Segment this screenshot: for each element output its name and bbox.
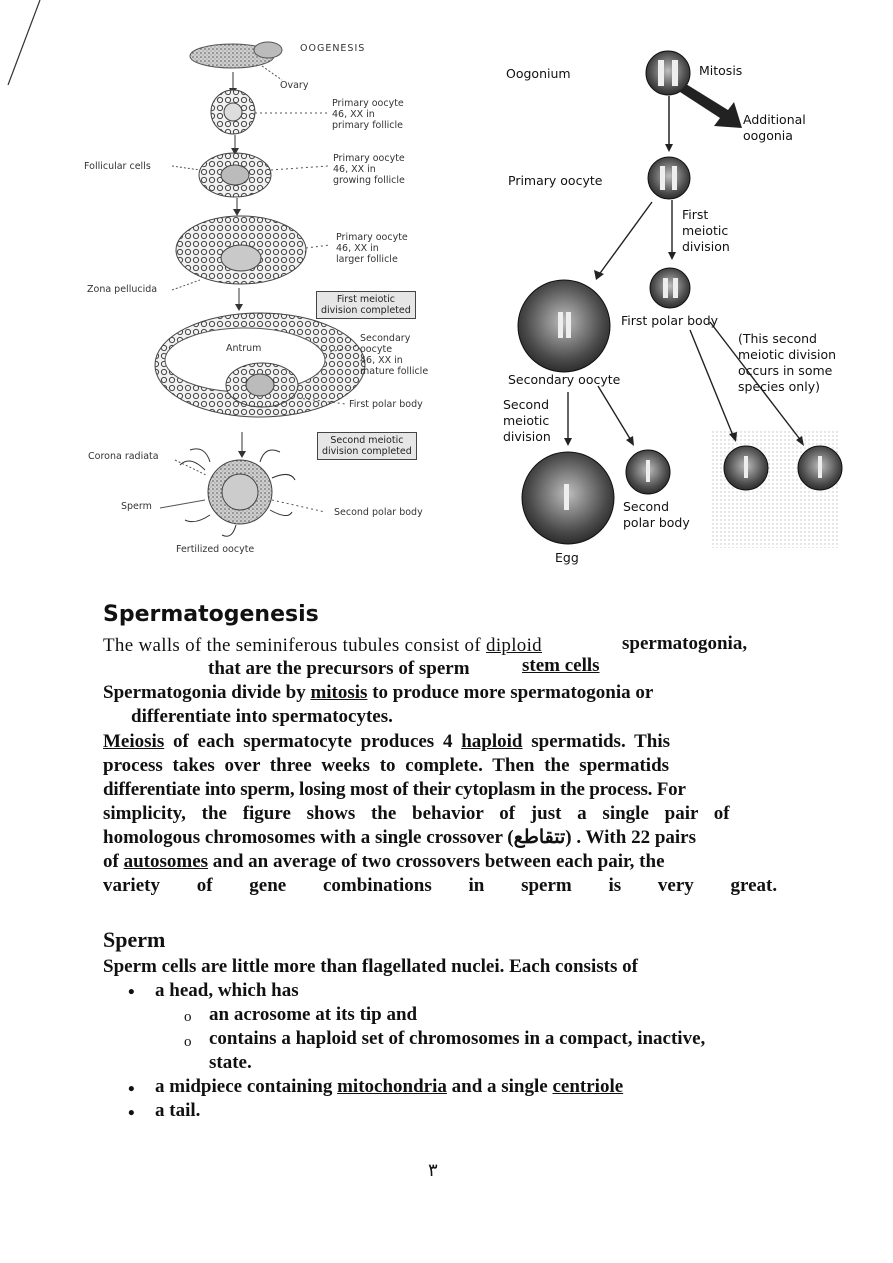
zona-pellucida-label: Zona pellucida: [87, 284, 158, 295]
first-meiotic-division-label: First meiotic division: [682, 207, 730, 254]
mitosis-label: Mitosis: [699, 63, 743, 78]
bullet-2: •: [128, 1079, 135, 1100]
sperm-diagram-label: Sperm: [121, 501, 152, 512]
sub-bullet-chromosomes-cont: state.: [209, 1052, 252, 1073]
text-line-8: simplicity, the figure shows the behavior of just a single pair of: [103, 803, 730, 824]
text-line-5: Meiosis of each spermatocyte produces 4 haploid spermatids. This: [103, 731, 671, 752]
second-division-note: (This second meiotic division occurs in some species only): [738, 331, 837, 394]
bullet-midpiece: a midpiece containing mitochondria and a single centriole: [155, 1076, 624, 1097]
sperm-heading: Sperm: [103, 927, 166, 952]
text-line-7: differentiate into sperm, losing most of their cytoplasm in the process. For: [103, 779, 686, 800]
oogonium-label: Oogonium: [506, 66, 571, 81]
text-line-1: The walls of the seminiferous tubules consist of diploid: [103, 635, 542, 656]
growing-follicle-label: Primary oocyte 46, XX in growing follicle: [333, 153, 405, 186]
egg-label: Egg: [555, 550, 579, 565]
meiosis-term: Meiosis: [103, 731, 165, 752]
text-line-1-end: spermatogonia,: [622, 633, 748, 654]
sub-bullet-acrosome: an acrosome at its tip and: [209, 1004, 418, 1025]
second-meiotic-box: Second meiotic division completed: [317, 432, 417, 460]
meiosis-diagram: [480, 30, 860, 570]
text-line-6: process takes over three weeks to complete. Then the spermatids: [103, 755, 670, 776]
text-line-4: differentiate into spermatocytes.: [131, 706, 393, 727]
ovary-label: Ovary: [280, 80, 309, 91]
spermatogenesis-heading: Spermatogenesis: [103, 602, 319, 627]
text-line-10: of autosomes and an average of two crossovers between each pair, the: [103, 851, 665, 872]
follicular-cells-label: Follicular cells: [84, 161, 151, 172]
sub-bullet-chromosomes: contains a haploid set of chromosomes in a compact, inactive,: [209, 1028, 706, 1049]
bullet-3: •: [128, 1103, 135, 1124]
diploid-term: diploid: [486, 635, 542, 656]
text-line-3: Spermatogonia divide by mitosis to produce more spermatogonia or: [103, 682, 654, 703]
bullet-head: a head, which has: [155, 980, 299, 1001]
page-number: ٣: [428, 1160, 438, 1180]
first-meiotic-box: First meiotic division completed: [316, 291, 416, 319]
first-polar-body-label: First polar body: [621, 313, 719, 328]
second-polar-body-label: Second polar body: [623, 499, 690, 530]
mitochondria-term: mitochondria: [337, 1076, 447, 1097]
second-meiotic-division-label: Second meiotic division: [503, 397, 551, 444]
larger-follicle-label: Primary oocyte 46, XX in larger follicle: [336, 232, 408, 265]
oogenesis-title: OOGENESIS: [300, 43, 366, 54]
oogenesis-diagram: [0, 0, 470, 570]
text-line-9: homologous chromosomes with a single crossover (تتقاطع) . With 22 pairs: [103, 827, 697, 848]
sub-bullet-1: o: [184, 1009, 192, 1025]
primary-oocyte-label: Primary oocyte: [508, 173, 603, 188]
text-line-2: that are the precursors of sperm: [208, 658, 470, 679]
bullet-1: •: [128, 982, 135, 1003]
autosomes-term: autosomes: [123, 851, 209, 872]
antrum-label: Antrum: [226, 343, 262, 354]
corona-radiata-label: Corona radiata: [88, 451, 159, 462]
sperm-intro: Sperm cells are little more than flagellated nuclei. Each consists of: [103, 956, 638, 977]
first-polar-body-left-label: First polar body: [349, 399, 423, 410]
secondary-oocyte-left-label: Secondary oocyte 46, XX in mature follicle: [360, 333, 429, 377]
primary-follicle-label: Primary oocyte 46, XX in primary follicle: [332, 98, 404, 131]
additional-oogonia-label: Additional oogonia: [743, 112, 806, 143]
text-line-11: variety of gene combinations in sperm is very great.: [103, 875, 778, 896]
sub-bullet-2: o: [184, 1034, 192, 1050]
mitosis-term: mitosis: [310, 682, 368, 703]
ovary-illustration: [190, 42, 282, 68]
stem-cells-term: stem cells: [522, 655, 600, 676]
bullet-tail: a tail.: [155, 1100, 201, 1121]
second-polar-body-left-label: Second polar body: [334, 507, 423, 518]
secondary-oocyte-label: Secondary oocyte: [508, 372, 621, 387]
haploid-term: haploid: [461, 731, 523, 752]
fertilized-oocyte-label: Fertilized oocyte: [176, 544, 255, 555]
centriole-term: centriole: [552, 1076, 624, 1097]
